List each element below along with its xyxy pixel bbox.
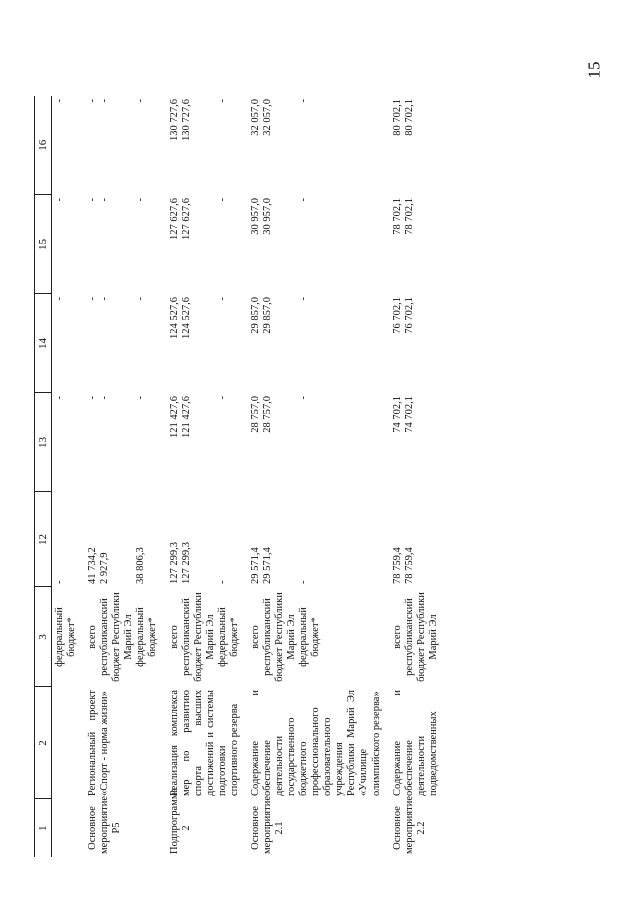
funding-source: федеральный бюджет* — [298, 607, 322, 667]
row-sources — [166, 587, 247, 687]
value-col-16: - — [54, 99, 65, 103]
col-header-16: 16 — [35, 96, 52, 195]
row-name: Реализация комплекса мер по развитию спорта высших достижений и системы подготовки спортивного резерва — [168, 690, 240, 796]
funding-source: республиканский бюджет Республики Марий Эл — [99, 592, 135, 682]
value-col-16: - - - — [87, 99, 147, 103]
value-col-15: - — [54, 198, 65, 202]
row-code: Подпрограмма 2 — [168, 787, 192, 854]
col-header-15: 15 — [35, 195, 52, 294]
value-col-14: - - - — [87, 297, 147, 301]
value-col-13: - — [54, 396, 65, 400]
funding-source: всего — [391, 625, 403, 649]
value-col-12: - — [54, 580, 65, 584]
value-col-16: 32 057,0 32 057,0 - — [249, 99, 310, 136]
value-col-15: 127 627,6 127 627,6 - — [168, 198, 228, 240]
col-header-12: 12 — [35, 492, 52, 587]
row-name: Содержание и обеспечение деятельности государственного бюджетного профессионального образовательного учреждения Республики Марий Эл «Училище олимпийского резерва» — [249, 690, 382, 796]
row-sources — [52, 587, 85, 687]
funding-source: всего — [168, 625, 180, 649]
value-col-14: 124 527,6 124 527,6 - — [168, 297, 228, 339]
budget-table — [34, 96, 446, 857]
row-code — [52, 799, 85, 857]
row-name: Содержание и обеспечение деятельности подведомственных — [391, 690, 439, 796]
value-col-12: 127 299,3 127 299,3 - — [168, 542, 228, 584]
table-row — [389, 96, 446, 857]
value-col-13: 28 757,0 28 757,0 - — [249, 396, 310, 433]
table-row — [84, 96, 165, 857]
row-name: Региональный проект «Спорт - норма жизни» — [87, 690, 111, 796]
col-header-3: 3 — [35, 587, 52, 687]
value-col-15: 30 957,0 30 957,0 - — [249, 198, 310, 235]
table-row — [247, 96, 389, 857]
value-col-14: 29 857,0 29 857,0 - — [249, 297, 310, 334]
value-col-13: 121 427,6 121 427,6 - — [168, 396, 228, 438]
row-sources — [247, 587, 389, 687]
value-col-16: 80 702,1 80 702,1 — [391, 99, 415, 136]
row-code: Основное мероприятие 2.1 — [249, 796, 285, 854]
value-col-12: 29 571,4 29 571,4 - — [249, 547, 310, 584]
row-name — [52, 687, 85, 799]
table-row — [166, 96, 247, 857]
value-col-15: - - - — [87, 198, 147, 202]
value-col-14: - — [54, 297, 65, 301]
value-col-13: 74 702,1 74 702,1 — [391, 396, 415, 433]
col-header-14: 14 — [35, 294, 52, 393]
budget-table-sheet — [34, 96, 482, 857]
row-sources — [389, 587, 446, 687]
col-header-1: 1 — [35, 799, 52, 857]
funding-source: республиканский бюджет Республики Марий Эл — [180, 592, 216, 682]
funding-source: федеральный бюджет* — [216, 607, 240, 667]
row-code: Основное мероприятие 2.2 — [391, 796, 427, 854]
page-number: 15 — [584, 61, 604, 79]
funding-source: республиканский бюджет Республики Марий Эл — [403, 592, 439, 682]
value-col-12: 41 734,2 2 927,9 38 806,3 — [87, 547, 147, 584]
funding-source: всего — [87, 625, 99, 649]
funding-source: федеральный бюджет* — [135, 607, 159, 667]
col-header-13: 13 — [35, 393, 52, 492]
value-col-14: 76 702,1 76 702,1 — [391, 297, 415, 334]
value-col-13: - - - — [87, 396, 147, 400]
value-col-12: 78 759,4 78 759,4 — [391, 547, 415, 584]
funding-source: всего — [249, 625, 261, 649]
col-header-2: 2 — [35, 687, 52, 799]
value-col-16: 130 727,6 130 727,6 - — [168, 99, 228, 141]
funding-source: федеральный бюджет* — [54, 607, 78, 667]
table-row — [52, 96, 85, 857]
value-col-15: 78 702,1 78 702,1 — [391, 198, 415, 235]
row-code: Основное мероприятие Р5 — [87, 796, 123, 854]
column-number-header — [35, 96, 52, 857]
row-sources — [84, 587, 165, 687]
funding-source: республиканский бюджет Республики Марий Эл — [261, 592, 298, 682]
